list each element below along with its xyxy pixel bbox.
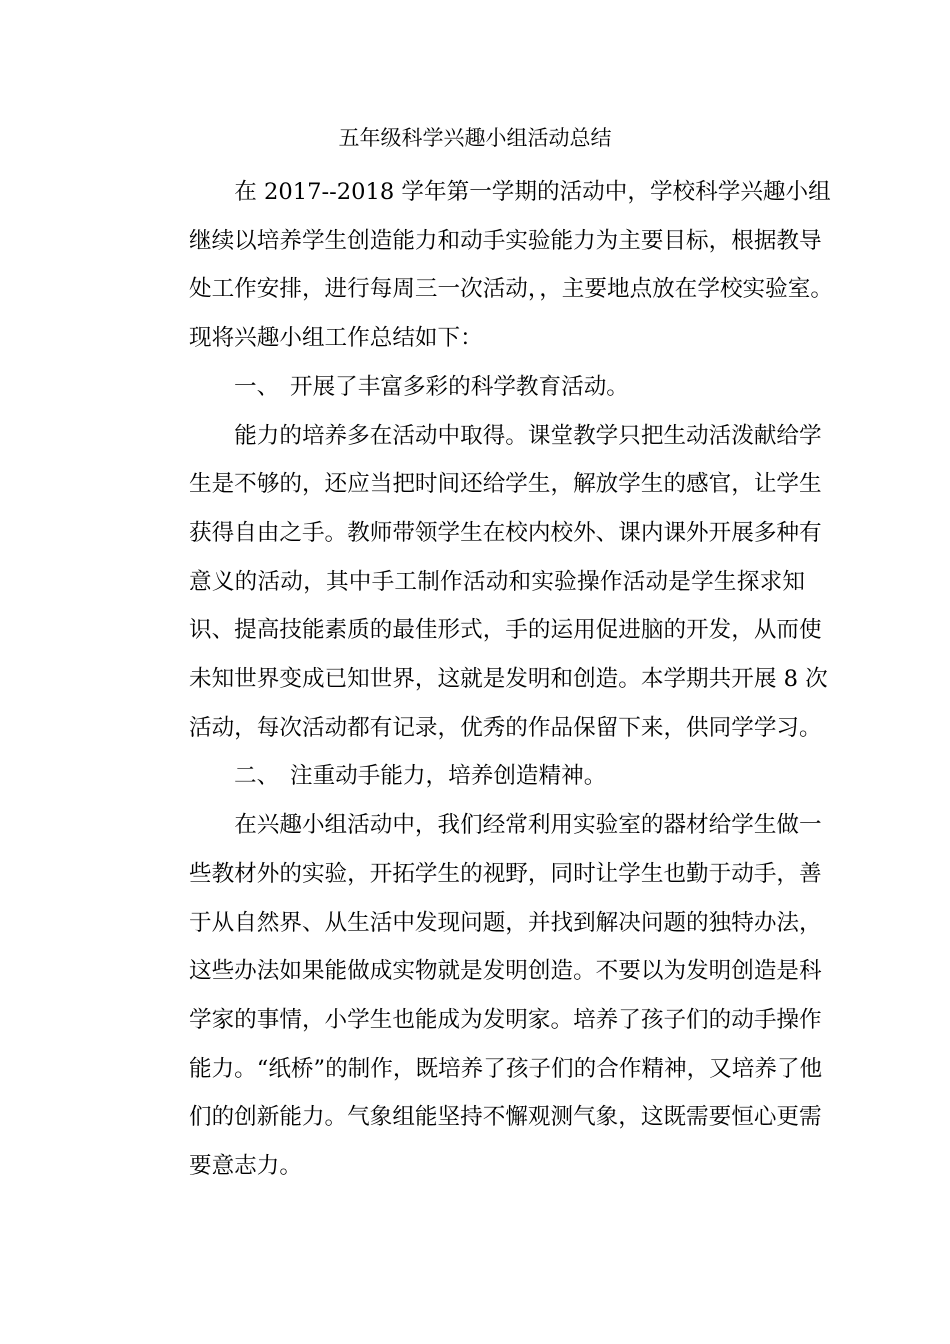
paragraph-line: 活动，每次活动都有记录，优秀的作品保留下来，供同学学习。 [189, 714, 822, 741]
section-heading-1 [189, 363, 805, 412]
section-2-paragraph [189, 801, 823, 1191]
paragraph-line: 学家的事情，小学生也能成为发明家。培养了孩子们的动手操作 [189, 1006, 822, 1033]
paragraph-line: 们的创新能力。气象组能坚持不懈观测气象，这既需要恒心更需 [189, 1104, 822, 1131]
paragraph-line: 这些办法如果能做成实物就是发明创造。不要以为发明创造是科 [189, 958, 822, 985]
paragraph-line: 处工作安排，进行每周三一次活动，，主要地点放在学校实验室。 [189, 276, 833, 303]
paragraph-line: 些教材外的实验，开拓学生的视野，同时让学生也勤于动手，善 [189, 860, 822, 887]
paragraph-line: 现将兴趣小组工作总结如下： [189, 325, 483, 352]
document-body [189, 168, 833, 1191]
section-heading-2 [189, 752, 805, 801]
section-heading-text: 开展了丰富多彩的科学教育活动。 [290, 373, 629, 400]
paragraph-line: 意义的活动，其中手工制作活动和实验操作活动是学生探求知 [189, 568, 805, 595]
intro-paragraph [189, 168, 833, 363]
paragraph-line: 继续以培养学生创造能力和动手实验能力为主要目标，根据教导 [189, 227, 822, 254]
section-heading-text: 注重动手能力，培养创造精神。 [290, 763, 607, 790]
paragraph-line: 在 2017--2018 学年第一学期的活动中，学校科学兴趣小组 [234, 179, 831, 205]
paragraph-line: 未知世界变成已知世界，这就是发明和创造。本学期共开展 8 次 [189, 666, 828, 693]
paragraph-line: 识、提高技能素质的最佳形式，手的运用促进脑的开发，从而使 [189, 617, 822, 644]
paragraph-line: 获得自由之手。教师带领学生在校内校外、课内课外开展多种有 [189, 519, 822, 546]
section-1-paragraph [189, 412, 828, 753]
document-title: 五年级科学兴趣小组活动总结 [338, 126, 612, 150]
section-number: 二、 [234, 763, 280, 790]
paragraph-line: 能力。“纸桥”的制作，既培养了孩子们的合作精神，又培养了他 [189, 1055, 823, 1082]
paragraph-line: 于从自然界、从生活中发现问题，并找到解决问题的独特办法， [189, 909, 822, 936]
paragraph-line: 要意志力。 [189, 1153, 302, 1180]
paragraph-line: 在兴趣小组活动中，我们经常利用实验室的器材给学生做一 [234, 812, 822, 839]
paragraph-line: 生是不够的，还应当把时间还给学生，解放学生的感官，让学生 [189, 471, 822, 498]
section-number: 一、 [234, 373, 280, 400]
paragraph-line: 能力的培养多在活动中取得。课堂教学只把生动活泼献给学 [234, 422, 822, 449]
